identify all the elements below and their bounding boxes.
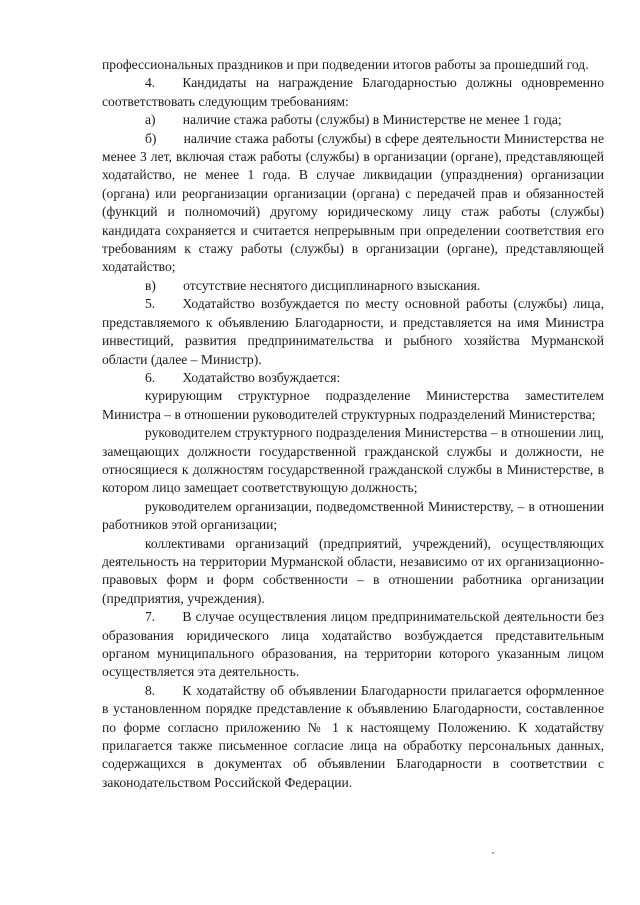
paragraph-item-8: 8. К ходатайству об объявлении Благодарности прилагается оформленное в установленном порядке представление к объявлению Благодарности, составленное по форме согласно приложению № 1 к настоящему Положению. К ходатайству прилагается также письменное согласие лица на обработку персональных данных, содержащихся в документах об объявлении Благодарности в соответствии с законодательством Российской Федерации. bbox=[102, 682, 604, 790]
paragraph-item-6-head-division: руководителем структурного подразделения Министерства – в отношении лиц, замещающих должности государственной гражданской службы и должности, не относящиеся к должностям государственной гражданской службы в Министерстве, в котором лицо замещает соответствующую должность; bbox=[102, 425, 604, 496]
paragraph-item-7: 7. В случае осуществления лицом предпринимательской деятельности без образования юридического лица ходатайство возбуждается представительным органом муниципального образования, на территории которого указанным лицом осуществляется эта деятельность. bbox=[102, 609, 604, 680]
paragraph-subitem-v: в) отсутствие неснятого дисциплинарного взыскания. bbox=[145, 277, 481, 293]
document-body bbox=[102, 56, 604, 792]
paragraph-subitem-b: б) наличие стажа работы (службы) в сфере деятельности Министерства не менее 3 лет, включая стаж работы (службы) в организации (органе), представляющей ходатайство, не менее 1 года. В случае ликвидации (упразднения) организации (органа) или реорганизации организации (органа) с передачей прав и обязанностей (функций и полномочий) другому юридическому лицу стаж работы (службы) кандидата сохраняется и считается непрерывным при определении соответствия его требованиям к стажу работы (службы) в организации (органе), представляющей ходатайство; bbox=[102, 130, 604, 275]
paragraph-item-4: 4. Кандидаты на награждение Благодарностью должны одновременно соответствовать следующим требованиям: bbox=[102, 75, 604, 109]
paragraph-item-6: 6. Ходатайство возбуждается: bbox=[145, 369, 341, 385]
paragraph-subitem-a: а) наличие стажа работы (службы) в Министерстве не менее 1 года; bbox=[145, 112, 562, 128]
paragraph-continuation: профессиональных праздников и при подведении итогов работы за прошедший год. bbox=[102, 57, 589, 72]
paragraph-item-5: 5. Ходатайство возбуждается по месту основной работы (службы) лица, представляемого к объявлению Благодарности, и представляется на имя Министра инвестиций, развития предпринимательства и рыбного хозяйства Мурманской области (далее – Министр). bbox=[102, 296, 604, 367]
scan-speck bbox=[492, 852, 494, 854]
paragraph-item-6-deputy: курирующим структурное подразделение Министерства заместителем Министра – в отношении руководителей структурных подразделений Министерства; bbox=[102, 388, 604, 422]
paragraph-item-6-collectives: коллективами организаций (предприятий, учреждений), осуществляющих деятельность на территории Мурманской области, независимо от их организационно-правовых форм и форм собственности – в отношении работника организации (предприятия, учреждения). bbox=[102, 535, 604, 606]
paragraph-item-6-head-organization: руководителем организации, подведомственной Министерству, – в отношении работников этой организации; bbox=[102, 498, 604, 533]
